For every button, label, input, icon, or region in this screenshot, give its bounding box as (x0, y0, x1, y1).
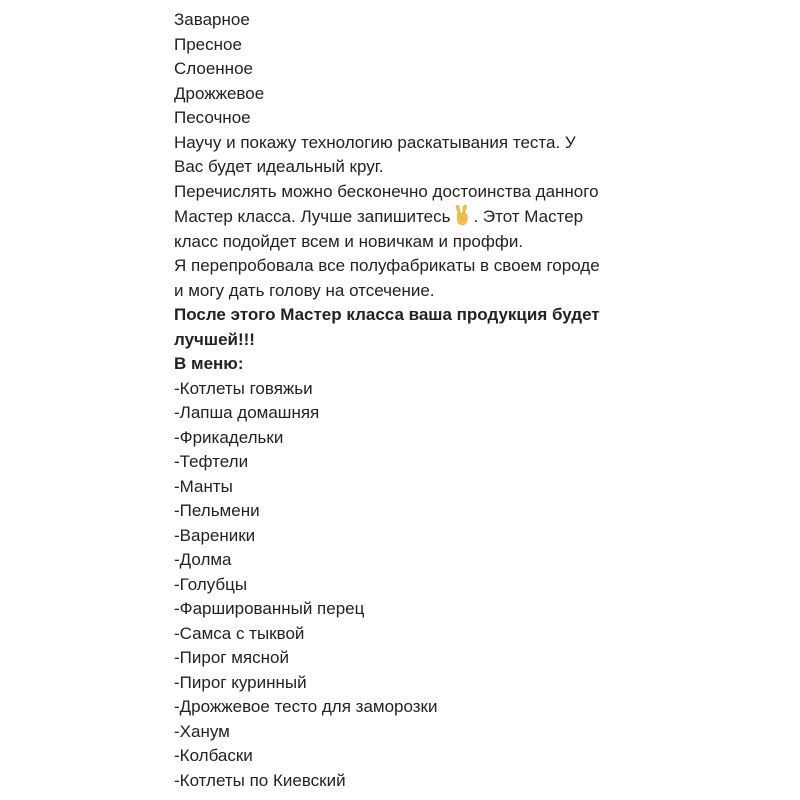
menu-heading: В меню: (174, 354, 244, 373)
menu-item: -Колбаски (174, 746, 253, 765)
menu-item: -Пирог куринный (174, 672, 307, 692)
menu-item: -Дрожжевое тесто для заморозки (174, 697, 438, 716)
victory-hand-icon (452, 204, 472, 226)
menu-item: -Тефтели (174, 452, 249, 471)
dough-type: Заварное (174, 10, 250, 29)
paragraph-text: Я перепробовала все полуфабрикаты в своем городе (174, 256, 600, 275)
menu-item: -Самса с тыквой (174, 623, 305, 643)
highlight-text: лучшей!!! (174, 329, 255, 349)
paragraph-text: класс подойдет всем и новичкам и проффи. (174, 231, 524, 251)
menu-item: -Вареники (174, 525, 256, 545)
menu-item: -Котлеты по Киевский (174, 770, 346, 790)
highlight-text: После этого Мастер класса ваша продукция будет (174, 305, 600, 324)
paragraph-text: Мастер класса. Лучше запишитесь (174, 207, 451, 226)
dough-type: Песочное (174, 108, 251, 127)
paragraph-text: Вас будет идеальный круг. (174, 157, 384, 176)
dough-type: Слоенное (174, 59, 253, 78)
menu-item: -Ханум (174, 721, 230, 741)
dough-type: Пресное (174, 34, 242, 54)
menu-item: -Долма (174, 550, 232, 569)
paragraph-text: и могу дать голову на отсечение. (174, 280, 435, 300)
menu-item: -Лапша домашняя (174, 403, 320, 422)
menu-item: -Голубцы (174, 574, 248, 594)
menu-item: -Котлеты говяжьи (174, 378, 313, 398)
paragraph-text-with-emoji (174, 204, 634, 230)
dough-type: Дрожжевое (174, 83, 265, 103)
menu-item: -Манты (174, 476, 233, 496)
document-text (174, 8, 634, 793)
menu-item: -Пельмени (174, 501, 260, 520)
paragraph-text: Перечислять можно бесконечно достоинства данного (174, 181, 599, 201)
menu-item: -Фрикадельки (174, 427, 284, 447)
paragraph-text: Научу и покажу технологию раскатывания теста. У (174, 132, 576, 152)
menu-item: -Пирог мясной (174, 648, 289, 667)
menu-item: -Фаршированный перец (174, 599, 365, 618)
paragraph-text: . Этот Мастер (473, 207, 584, 226)
